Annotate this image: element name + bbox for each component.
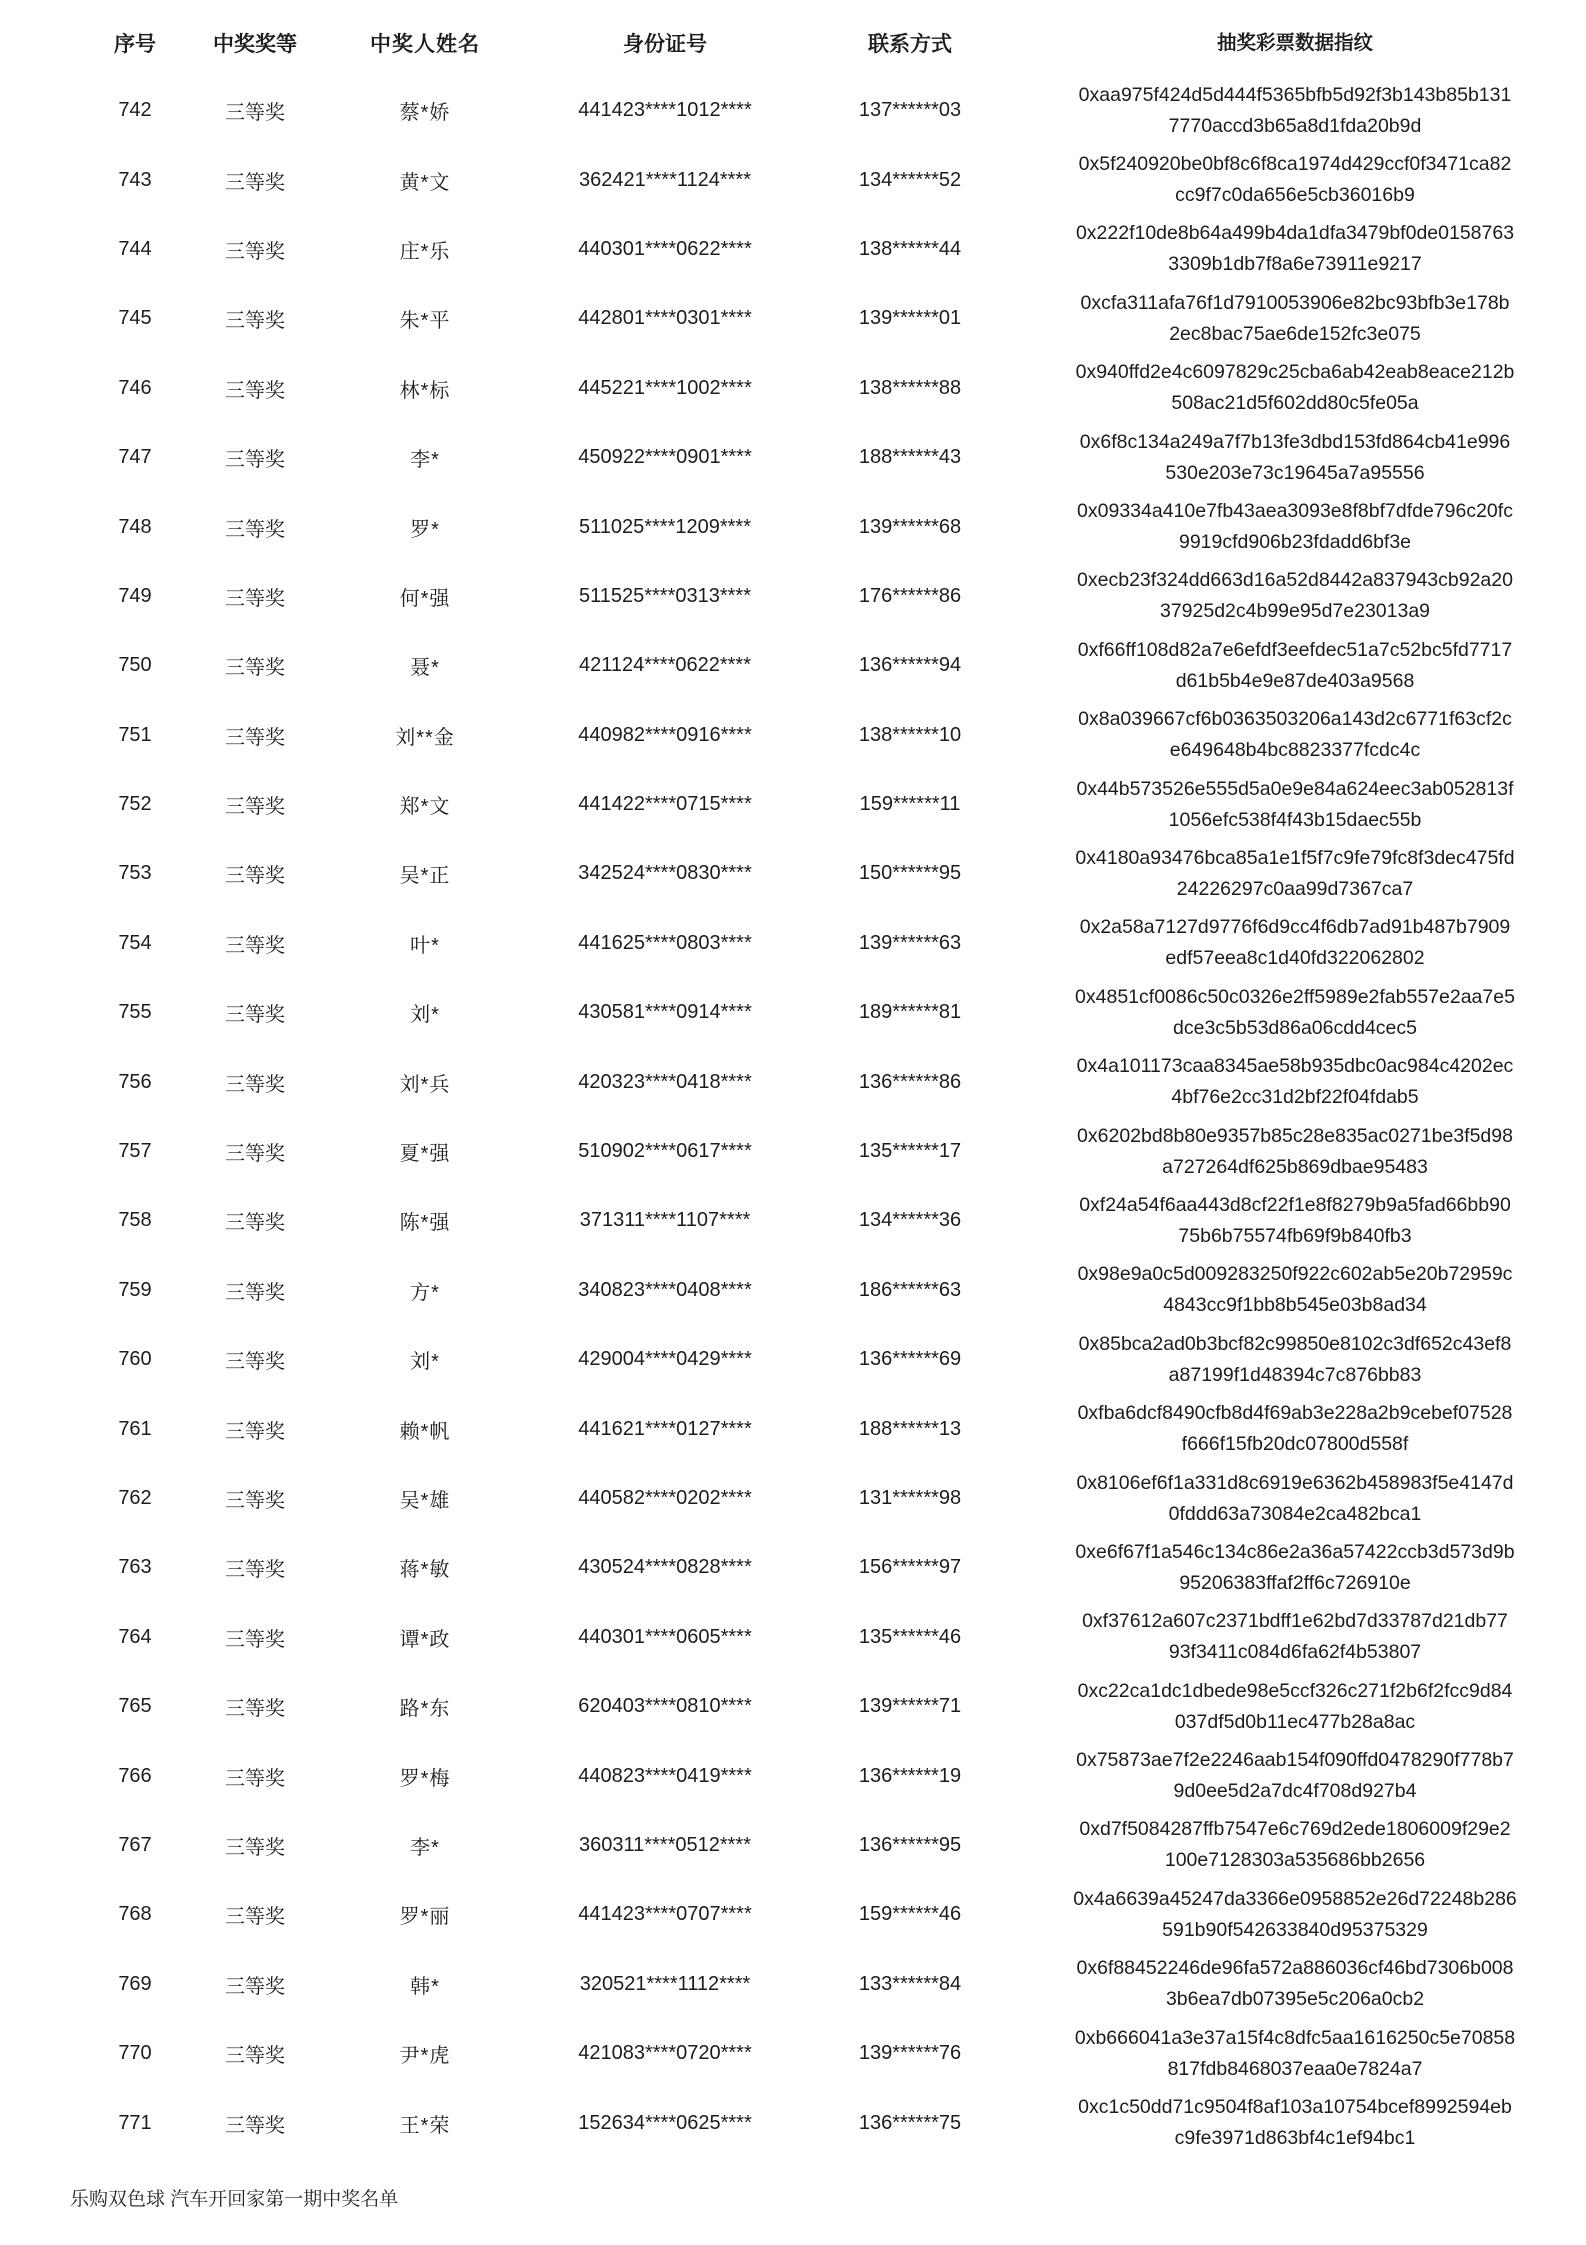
contact-phone: 136******19 [858, 1764, 962, 1787]
fingerprint-line-2: 95206383ffaf2ff6c726910e [1179, 1571, 1411, 1594]
table-row [70, 770, 1560, 839]
serial-number: 768 [118, 1903, 152, 1926]
id-number: 429004****0429**** [578, 1348, 752, 1371]
ticket-fingerprint [1030, 982, 1560, 1044]
id-number: 421124****0622**** [578, 654, 751, 677]
fingerprint-line-1: 0x4180a93476bca85a1e1f5f7c9fe79fc8f3dec475fd [1075, 846, 1515, 869]
fingerprint-line-2: 9d0ee5d2a7dc4f708d927b4 [1173, 1780, 1417, 1803]
serial-number: 757 [118, 1140, 152, 1163]
id-number: 441423****1012**** [578, 99, 752, 122]
id-number: 441621****0127**** [578, 1417, 752, 1440]
winner-name: 何*强 [399, 587, 451, 610]
id-number: 421083****0720**** [578, 2042, 752, 2065]
id-number: 440301****0605**** [578, 1625, 752, 1648]
fingerprint-line-1: 0xecb23f324dd663d16a52d8442a837943cb92a20 [1077, 569, 1513, 592]
col-header-winner-name: 中奖人姓名 [370, 33, 480, 56]
serial-number: 754 [118, 931, 152, 954]
serial-number: 747 [118, 446, 152, 469]
contact-phone: 139******71 [858, 1695, 962, 1718]
fingerprint-line-1: 0x85bca2ad0b3bcf82c99850e8102c3df652c43ef8 [1078, 1332, 1512, 1355]
prize-level: 三等奖 [225, 1975, 285, 1998]
prize-level: 三等奖 [225, 310, 285, 333]
ticket-fingerprint [1030, 357, 1560, 419]
fingerprint-line-1: 0x98e9a0c5d009283250f922c602ab5e20b72959c [1077, 1263, 1513, 1286]
contact-phone: 176******86 [858, 584, 962, 607]
fingerprint-line-2: 24226297c0aa99d7367ca7 [1176, 877, 1414, 900]
table-header-row [70, 10, 1560, 76]
fingerprint-line-2: 4843cc9f1bb8b545e03b8ad34 [1163, 1294, 1427, 1317]
ticket-fingerprint [1030, 1814, 1560, 1876]
contact-phone: 189******81 [858, 1001, 962, 1024]
fingerprint-line-1: 0xaa975f424d5d444f5365bfb5d92f3b143b85b131 [1078, 83, 1512, 106]
fingerprint-line-2: 75b6b75574fb69f9b840fb3 [1178, 1224, 1412, 1247]
ticket-fingerprint [1030, 1745, 1560, 1807]
ticket-fingerprint [1030, 843, 1560, 905]
fingerprint-line-2: a727264df625b869dbae95483 [1162, 1155, 1428, 1178]
ticket-fingerprint [1030, 1121, 1560, 1183]
id-number: 511525****0313**** [578, 584, 751, 607]
ticket-fingerprint [1030, 1884, 1560, 1946]
winner-name: 夏*强 [399, 1143, 451, 1166]
ticket-fingerprint [1030, 565, 1560, 627]
id-number: 362421****1124**** [578, 168, 751, 191]
prize-level: 三等奖 [225, 1767, 285, 1790]
winner-name: 方* [410, 1281, 440, 1304]
winner-name: 黄*文 [399, 171, 451, 194]
serial-number: 760 [118, 1348, 152, 1371]
fingerprint-line-2: 9919cfd906b23fdadd6bf3e [1178, 531, 1412, 554]
fingerprint-line-1: 0xfba6dcf8490cfb8d4f69ab3e228a2b9cebef07528 [1077, 1402, 1513, 1425]
fingerprint-line-1: 0x5f240920be0bf8c6f8ca1974d429ccf0f3471ca82 [1078, 153, 1512, 176]
ticket-fingerprint [1030, 1606, 1560, 1668]
prize-level: 三等奖 [225, 796, 285, 819]
winner-name: 蒋*敏 [399, 1559, 451, 1582]
ticket-fingerprint [1030, 635, 1560, 697]
winner-name: 刘* [410, 1004, 440, 1027]
contact-phone: 156******97 [858, 1556, 962, 1579]
fingerprint-line-2: 1056efc538f4f43b15daec55b [1168, 808, 1422, 831]
id-number: 371311****1107**** [579, 1209, 751, 1232]
id-number: 445221****1002**** [578, 376, 752, 399]
fingerprint-line-1: 0xc22ca1dc1dbede98e5ccf326c271f2b6f2fcc9d84 [1077, 1679, 1513, 1702]
ticket-fingerprint [1030, 2023, 1560, 2085]
serial-number: 765 [118, 1695, 152, 1718]
table-row [70, 1256, 1560, 1325]
serial-number: 766 [118, 1764, 152, 1787]
winner-table [70, 10, 1560, 2158]
table-row [70, 492, 1560, 561]
ticket-fingerprint [1030, 1051, 1560, 1113]
prize-level: 三等奖 [225, 171, 285, 194]
serial-number: 769 [118, 1972, 152, 1995]
table-row [70, 909, 1560, 978]
fingerprint-line-2: a87199f1d48394c7c876bb83 [1168, 1363, 1422, 1386]
ticket-fingerprint [1030, 1190, 1560, 1252]
fingerprint-line-1: 0xb666041a3e37a15f4c8dfc5aa1616250c5e70858 [1074, 2026, 1516, 2049]
contact-phone: 138******10 [858, 723, 962, 746]
id-number: 440823****0419**** [578, 1764, 752, 1787]
col-header-serial: 序号 [114, 33, 156, 56]
footer-caption: 乐购双色球 汽车开回家第一期中奖名单 [70, 2188, 399, 2210]
prize-level: 三等奖 [225, 1698, 285, 1721]
fingerprint-line-1: 0x44b573526e555d5a0e9e84a624eec3ab052813f [1076, 777, 1514, 800]
fingerprint-line-2: 508ac21d5f602dd80c5fe05a [1171, 392, 1419, 415]
id-number: 441422****0715**** [578, 793, 752, 816]
contact-phone: 139******01 [858, 307, 962, 330]
prize-level: 三等奖 [225, 449, 285, 472]
contact-phone: 138******44 [858, 237, 962, 260]
contact-phone: 139******76 [858, 2042, 962, 2065]
ticket-fingerprint [1030, 149, 1560, 211]
winner-name: 罗*梅 [399, 1767, 451, 1790]
fingerprint-line-1: 0xcfa311afa76f1d7910053906e82bc93bfb3e178b [1080, 291, 1510, 314]
prize-level: 三等奖 [225, 1906, 285, 1929]
fingerprint-line-2: 3b6ea7db07395e5c206a0cb2 [1165, 1988, 1425, 2011]
serial-number: 764 [118, 1625, 152, 1648]
ticket-fingerprint [1030, 912, 1560, 974]
serial-number: 767 [118, 1833, 152, 1856]
table-row [70, 1603, 1560, 1672]
table-row [70, 978, 1560, 1047]
id-number: 450922****0901**** [578, 446, 752, 469]
table-row [70, 562, 1560, 631]
prize-level: 三等奖 [225, 2045, 285, 2068]
serial-number: 771 [118, 2111, 152, 2134]
winner-name: 郑*文 [399, 796, 451, 819]
contact-phone: 188******43 [858, 446, 962, 469]
table-row [70, 2019, 1560, 2088]
table-row [70, 1186, 1560, 1255]
fingerprint-line-2: e649648b4bc8823377fcdc4c [1169, 739, 1421, 762]
ticket-fingerprint [1030, 1259, 1560, 1321]
col-header-ticket-fingerprint: 抽奖彩票数据指纹 [1216, 31, 1373, 54]
fingerprint-line-1: 0x8a039667cf6b0363503206a143d2c6771f63cf2c [1078, 708, 1512, 731]
contact-phone: 186******63 [858, 1278, 962, 1301]
fingerprint-line-2: 530e203e73c19645a7a95556 [1165, 461, 1425, 484]
prize-level: 三等奖 [225, 1212, 285, 1235]
fingerprint-line-2: 2ec8bac75ae6de152fc3e075 [1169, 322, 1421, 345]
serial-number: 762 [118, 1487, 152, 1509]
contact-phone: 136******95 [858, 1833, 962, 1856]
prize-level: 三等奖 [225, 240, 285, 263]
table-row [70, 1880, 1560, 1949]
contact-phone: 139******68 [858, 515, 962, 538]
table-row [70, 76, 1560, 145]
prize-level: 三等奖 [225, 1351, 285, 1374]
fingerprint-line-1: 0x4a101173caa8345ae58b935dbc0ac984c4202ec [1076, 1055, 1514, 1078]
serial-number: 748 [118, 515, 152, 538]
table-row [70, 1325, 1560, 1394]
fingerprint-line-2: d61b5b4e9e87de403a9568 [1175, 669, 1415, 692]
winner-name: 韩* [410, 1975, 440, 1998]
winner-name: 林*标 [399, 379, 451, 402]
serial-number: 763 [118, 1556, 152, 1579]
table-row [70, 1672, 1560, 1741]
fingerprint-line-1: 0x6f88452246de96fa572a886036cf46bd7306b008 [1076, 1957, 1514, 1980]
table-row [70, 215, 1560, 284]
fingerprint-line-1: 0xf37612a607c2371bdff1e62bd7d33787d21db77 [1082, 1610, 1508, 1633]
id-number: 360311****0512**** [578, 1833, 751, 1856]
prize-level: 三等奖 [225, 518, 285, 541]
serial-number: 746 [118, 376, 152, 399]
fingerprint-line-2: 93f3411c084d6fa62f4b53807 [1168, 1641, 1422, 1664]
prize-level: 三等奖 [225, 657, 285, 680]
winner-name: 李* [410, 449, 440, 472]
winner-name: 陈*强 [399, 1212, 451, 1235]
fingerprint-line-2: cc9f7c0da656e5cb36016b9 [1175, 184, 1415, 207]
col-header-contact: 联系方式 [868, 33, 952, 56]
serial-number: 761 [118, 1417, 152, 1440]
id-number: 430581****0914**** [578, 1001, 752, 1024]
contact-phone: 150******95 [858, 862, 962, 885]
table-row [70, 145, 1560, 214]
contact-phone: 134******36 [858, 1209, 962, 1232]
serial-number: 759 [118, 1278, 152, 1301]
winner-name: 罗*丽 [399, 1906, 451, 1929]
fingerprint-line-2: 817fdb8468037eaa0e7824a7 [1167, 2057, 1423, 2080]
table-row [70, 1811, 1560, 1880]
table-row [70, 1741, 1560, 1810]
contact-phone: 138******88 [858, 376, 962, 399]
fingerprint-line-1: 0x4a6639a45247da3366e0958852e26d72248b286 [1073, 1887, 1517, 1910]
id-number: 620403****0810**** [578, 1695, 752, 1718]
fingerprint-line-1: 0x6f8c134a249a7f7b13fe3dbd153fd864cb41e996 [1079, 430, 1511, 453]
table-row [70, 1394, 1560, 1463]
fingerprint-line-1: 0x09334a410e7fb43aea3093e8f8bf7dfde796c20fc [1077, 500, 1513, 523]
fingerprint-line-1: 0x2a58a7127d9776f6d9cc4f6db7ad91b487b7909 [1079, 916, 1511, 939]
winner-name: 赖*帆 [399, 1420, 451, 1443]
serial-number: 770 [118, 2042, 152, 2065]
fingerprint-line-2: 7770accd3b65a8d1fda20b9d [1168, 114, 1422, 137]
col-header-prize-level: 中奖奖等 [213, 33, 297, 56]
prize-level: 三等奖 [225, 2114, 285, 2137]
id-number: 440301****0622**** [578, 237, 752, 260]
ticket-fingerprint [1030, 2092, 1560, 2154]
winner-name: 叶* [410, 934, 440, 957]
id-number: 430524****0828**** [578, 1556, 752, 1579]
table-row [70, 423, 1560, 492]
contact-phone: 136******75 [858, 2111, 962, 2134]
prize-level: 三等奖 [225, 1490, 285, 1512]
fingerprint-line-1: 0x6202bd8b80e9357b85c28e835ac0271be3f5d98 [1077, 1124, 1513, 1147]
table-row [70, 354, 1560, 423]
prize-level: 三等奖 [225, 1836, 285, 1859]
serial-number: 751 [118, 723, 152, 746]
prize-level: 三等奖 [225, 1004, 285, 1027]
serial-number: 750 [118, 654, 152, 677]
fingerprint-line-2: 3309b1db7f8a6e73911e9217 [1168, 253, 1422, 276]
table-row [70, 839, 1560, 908]
contact-phone: 136******86 [858, 1070, 962, 1093]
fingerprint-line-2: 591b90f542633840d95375329 [1162, 1918, 1428, 1941]
winner-name: 路*东 [399, 1698, 451, 1721]
winner-name: 罗* [410, 518, 440, 541]
table-row [70, 631, 1560, 700]
ticket-fingerprint [1030, 288, 1560, 350]
contact-phone: 133******84 [858, 1972, 962, 1995]
winner-name: 李* [410, 1836, 440, 1859]
contact-phone: 131******98 [858, 1487, 962, 1509]
contact-phone: 136******69 [858, 1348, 962, 1371]
serial-number: 744 [118, 237, 152, 260]
id-number: 441423****0707**** [578, 1903, 752, 1926]
serial-number: 755 [118, 1001, 152, 1024]
fingerprint-line-2: edf57eea8c1d40fd322062802 [1165, 947, 1425, 970]
fingerprint-line-1: 0x8106ef6f1a331d8c6919e6362b458983f5e4147d [1076, 1471, 1514, 1494]
ticket-fingerprint [1030, 218, 1560, 280]
ticket-fingerprint [1030, 1676, 1560, 1738]
id-number: 440582****0202**** [578, 1487, 752, 1509]
prize-level: 三等奖 [225, 1143, 285, 1166]
fingerprint-line-1: 0xf66ff108d82a7e6efdf3eefdec51a7c52bc5fd7717 [1077, 638, 1513, 661]
fingerprint-line-2: c9fe3971d863bf4c1ef94bc1 [1174, 2127, 1416, 2150]
prize-level: 三等奖 [225, 587, 285, 610]
fingerprint-line-2: dce3c5b53d86a06cdd4cec5 [1173, 1016, 1417, 1039]
ticket-fingerprint [1030, 1537, 1560, 1599]
prize-level: 三等奖 [225, 1281, 285, 1304]
serial-number: 752 [118, 793, 152, 816]
serial-number: 753 [118, 862, 152, 885]
winner-name: 吴*雄 [399, 1490, 451, 1512]
fingerprint-line-2: 0fddd63a73084e2ca482bca1 [1168, 1502, 1422, 1525]
winner-name: 吴*正 [399, 865, 451, 888]
table-row [70, 1464, 1560, 1533]
fingerprint-line-1: 0x4851cf0086c50c0326e2ff5989e2fab557e2aa7e5 [1075, 985, 1515, 1008]
id-number: 320521****1112**** [579, 1972, 751, 1995]
fingerprint-line-2: 037df5d0b11ec477b28a8ac [1174, 1710, 1416, 1733]
id-number: 510902****0617**** [578, 1140, 752, 1163]
prize-level: 三等奖 [225, 934, 285, 957]
id-number: 440982****0916**** [578, 723, 752, 746]
table-row [70, 1047, 1560, 1116]
table-row [70, 1117, 1560, 1186]
winner-name: 谭*政 [399, 1628, 451, 1651]
fingerprint-line-1: 0x75873ae7f2e2246aab154f090ffd0478290f778b7 [1076, 1749, 1514, 1772]
winner-name: 蔡*娇 [399, 102, 451, 125]
ticket-fingerprint [1030, 1398, 1560, 1460]
ticket-fingerprint [1030, 704, 1560, 766]
contact-phone: 139******63 [858, 931, 962, 954]
serial-number: 758 [118, 1209, 152, 1232]
prize-level: 三等奖 [225, 1420, 285, 1443]
fingerprint-line-1: 0xf24a54f6aa443d8cf22f1e8f8279b9a5fad66bb90 [1079, 1193, 1511, 1216]
prize-level: 三等奖 [225, 102, 285, 125]
fingerprint-line-2: f666f15fb20dc07800d558f [1181, 1433, 1409, 1456]
table-row [70, 284, 1560, 353]
fingerprint-line-1: 0x940ffd2e4c6097829c25cba6ab42eab8eace212b [1075, 361, 1515, 384]
winner-name: 庄*乐 [399, 240, 451, 263]
prize-level: 三等奖 [225, 726, 285, 749]
serial-number: 743 [118, 168, 152, 191]
contact-phone: 137******03 [858, 99, 962, 122]
fingerprint-line-2: 37925d2c4b99e95d7e23013a9 [1159, 600, 1431, 623]
table-row [70, 2088, 1560, 2157]
winner-name: 聂* [410, 657, 440, 680]
prize-level: 三等奖 [225, 1073, 285, 1096]
fingerprint-line-1: 0x222f10de8b64a499b4da1dfa3479bf0de0158763 [1075, 222, 1515, 245]
serial-number: 745 [118, 307, 152, 330]
id-number: 511025****1209**** [578, 515, 751, 538]
id-number: 420323****0418**** [578, 1070, 752, 1093]
ticket-fingerprint [1030, 1953, 1560, 2015]
fingerprint-line-1: 0xd7f5084287ffb7547e6c769d2ede1806009f29e2 [1079, 1818, 1511, 1841]
fingerprint-line-2: 4bf76e2cc31d2bf22f04fdab5 [1171, 1086, 1419, 1109]
contact-phone: 159******11 [859, 793, 961, 816]
contact-phone: 135******46 [858, 1625, 962, 1648]
winner-name: 刘* [410, 1351, 440, 1374]
table-row [70, 701, 1560, 770]
table-row [70, 1533, 1560, 1602]
winner-name: 刘**金 [395, 726, 455, 749]
contact-phone: 159******46 [858, 1903, 962, 1926]
winner-name: 尹*虎 [399, 2045, 451, 2068]
contact-phone: 188******13 [858, 1417, 962, 1440]
ticket-fingerprint [1030, 1468, 1560, 1530]
ticket-fingerprint [1030, 774, 1560, 836]
prize-level: 三等奖 [225, 865, 285, 888]
serial-number: 749 [118, 584, 152, 607]
id-number: 152634****0625**** [578, 2111, 752, 2134]
prize-level: 三等奖 [225, 1559, 285, 1582]
ticket-fingerprint [1030, 1329, 1560, 1391]
prize-level: 三等奖 [225, 1628, 285, 1651]
winner-name: 王*荣 [399, 2114, 451, 2137]
ticket-fingerprint [1030, 80, 1560, 142]
table-body [70, 76, 1560, 2158]
id-number: 442801****0301**** [578, 307, 752, 330]
id-number: 441625****0803**** [578, 931, 752, 954]
contact-phone: 135******17 [858, 1140, 962, 1163]
fingerprint-line-1: 0xc1c50dd71c9504f8af103a10754bcef8992594eb [1078, 2096, 1512, 2119]
col-header-id-number: 身份证号 [623, 33, 707, 56]
fingerprint-line-1: 0xe6f67f1a546c134c86e2a36a57422ccb3d573d9b [1075, 1540, 1515, 1563]
id-number: 342524****0830**** [578, 862, 752, 885]
winner-name: 朱*平 [399, 310, 451, 333]
fingerprint-line-2: 100e7128303a535686bb2656 [1164, 1849, 1426, 1872]
winner-name: 刘*兵 [399, 1073, 451, 1096]
contact-phone: 136******94 [858, 654, 962, 677]
table-row [70, 1950, 1560, 2019]
ticket-fingerprint [1030, 427, 1560, 489]
ticket-fingerprint [1030, 496, 1560, 558]
serial-number: 742 [118, 99, 152, 122]
id-number: 340823****0408**** [578, 1278, 752, 1301]
prize-level: 三等奖 [225, 379, 285, 402]
serial-number: 756 [118, 1070, 152, 1093]
contact-phone: 134******52 [858, 168, 962, 191]
